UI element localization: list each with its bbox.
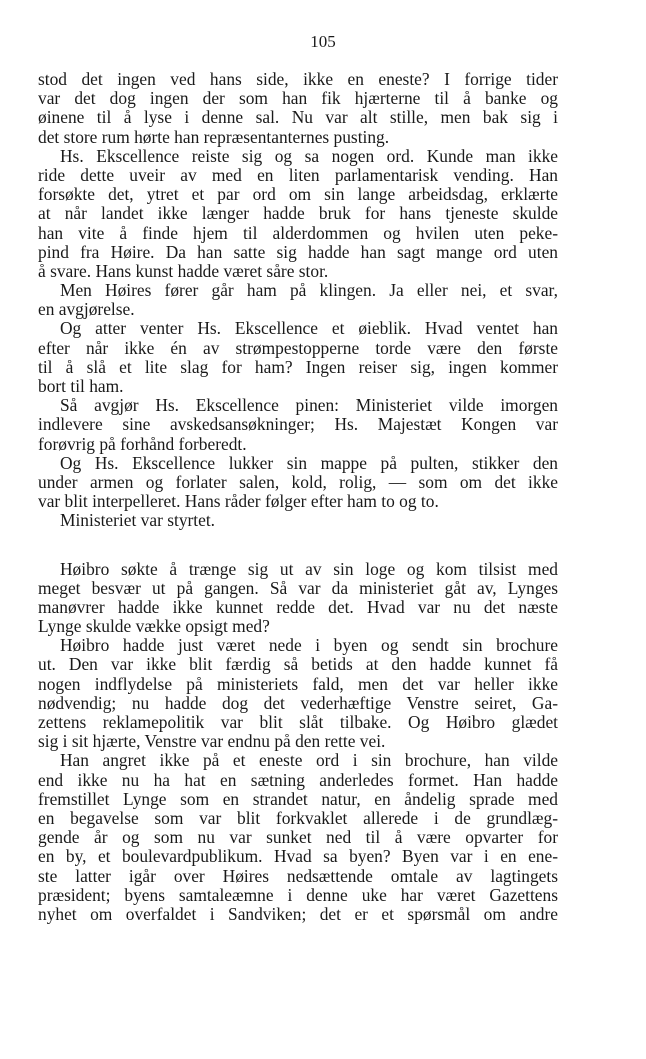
text-line: bort til ham. xyxy=(38,377,124,396)
text-line: forsøkte det, ytret et par ord om sin lange arbeidsdag, erklærte xyxy=(38,185,558,205)
text-line: manøvrer hadde ikke kunnet redde det. Hvad var nu det næste xyxy=(38,597,558,617)
text-line: var det dog ingen der som han fik hjærterne til å banke og xyxy=(38,89,558,109)
text-line: stod det ingen ved hans side, ikke en eneste? I forrige tider xyxy=(38,70,558,89)
text-line: forøvrig på forhånd forberedt. xyxy=(38,434,247,454)
text-line: meget besvær ut på gangen. Så var da ministeriet gåt av, Lynges xyxy=(38,578,558,598)
body-text xyxy=(38,70,558,924)
text-line: indlevere sine avskedsansøkninger; Hs. Majestæt Kongen var xyxy=(38,415,558,435)
paragraph xyxy=(38,147,558,281)
text-line: å svare. Hans kunst hadde været såre stor. xyxy=(38,261,329,281)
text-line: pind fra Høire. Da han satte sig hadde han sagt mange ord uten xyxy=(38,242,558,262)
section-break xyxy=(38,531,558,560)
paragraph xyxy=(38,511,558,530)
text-line: Ministeriet var styrtet. xyxy=(60,511,216,531)
text-line: nyhet om overfaldet i Sandviken; det er et spørsmål om andre xyxy=(38,904,558,924)
text-line: fremstillet Lynge som en strandet natur, en åndelig sprade med xyxy=(38,789,558,809)
paragraph xyxy=(38,560,558,637)
page-number: 105 xyxy=(310,32,336,51)
paragraph xyxy=(38,281,558,319)
paragraph xyxy=(38,396,558,454)
text-line: Men Høires fører går ham på klingen. Ja eller nei, et svar, xyxy=(60,281,558,301)
text-line: gende år og som nu var sunket ned til å være opvarter for xyxy=(38,828,558,848)
text-line: sig i sit hjærte, Venstre var endnu på den rette vei. xyxy=(38,732,386,752)
text-line: zettens reklamepolitik var blit slåt tilbake. Og Høibro glædet xyxy=(38,713,558,732)
text-line: Lynge skulde vække opsigt med? xyxy=(38,617,270,637)
text-line: Og Hs. Ekscellence lukker sin mappe på pulten, stikker den xyxy=(60,453,558,473)
text-line: Hs. Ekscellence reiste sig og sa nogen ord. Kunde man ikke xyxy=(60,146,558,166)
text-line: præsident; byens samtaleæmne i denne uke har været Gazettens xyxy=(38,885,558,905)
text-line: han vite å finde hjem til alderdommen og hvilen uten peke- xyxy=(38,223,558,243)
paragraph xyxy=(38,454,558,512)
text-line: øinene til å lyse i denne sal. Nu var alt stille, men bak sig i xyxy=(38,108,558,128)
text-line: var blit interpelleret. Hans råder følger efter ham to og to. xyxy=(38,492,439,512)
paragraph xyxy=(38,636,558,751)
text-line: det store rum hørte han repræsentanternes pusting. xyxy=(38,127,390,147)
text-line: ride dette uveir av med en liten parlamentarisk vending. Han xyxy=(38,165,558,185)
text-line: en by, et boulevardpublikum. Hvad sa byen? Byen var i en ene- xyxy=(38,847,558,867)
paragraph xyxy=(38,751,558,924)
text-line: end ikke nu ha hat en sætning anderledes formet. Han hadde xyxy=(38,770,558,790)
text-line: Og atter venter Hs. Ekscellence et øieblik. Hvad ventet han xyxy=(60,319,558,339)
text-line: Så avgjør Hs. Ekscellence pinen: Ministeriet vilde imorgen xyxy=(60,396,558,416)
text-line: en begavelse som var blit forkvaklet allerede i de grundlæg- xyxy=(38,808,558,828)
text-line: Han angret ikke på et eneste ord i sin brochure, han vilde xyxy=(60,751,558,771)
text-line: ste latter igår over Høires nedsættende omtale av lagtingets xyxy=(38,866,558,886)
text-line: Høibro hadde just været nede i byen og sendt sin brochure xyxy=(60,636,558,656)
paragraph xyxy=(38,319,558,396)
text-line: ut. Den var ikke blit færdig så betids at den hadde kunnet få xyxy=(38,655,558,675)
text-line: Høibro søkte å trænge sig ut av sin loge og kom tilsist med xyxy=(60,559,558,579)
text-line: nogen indflydelse på ministeriets fald, men det var heller ikke xyxy=(38,674,558,694)
text-line: en avgjørelse. xyxy=(38,300,135,320)
text-line: efter når ikke én av strømpestopperne torde være den første xyxy=(38,338,558,358)
paragraph xyxy=(38,70,558,147)
text-line: til å slå et lite slag for ham? Ingen reiser sig, ingen kommer xyxy=(38,357,558,377)
text-line: nødvendig; nu hadde dog det vederhæftige Venstre seiret, Ga- xyxy=(38,693,558,713)
text-line: under armen og forlater salen, kold, rolig, — som om det ikke xyxy=(38,472,558,492)
text-line: at når landet ikke længer hadde bruk for hans tjeneste skulde xyxy=(38,204,558,224)
